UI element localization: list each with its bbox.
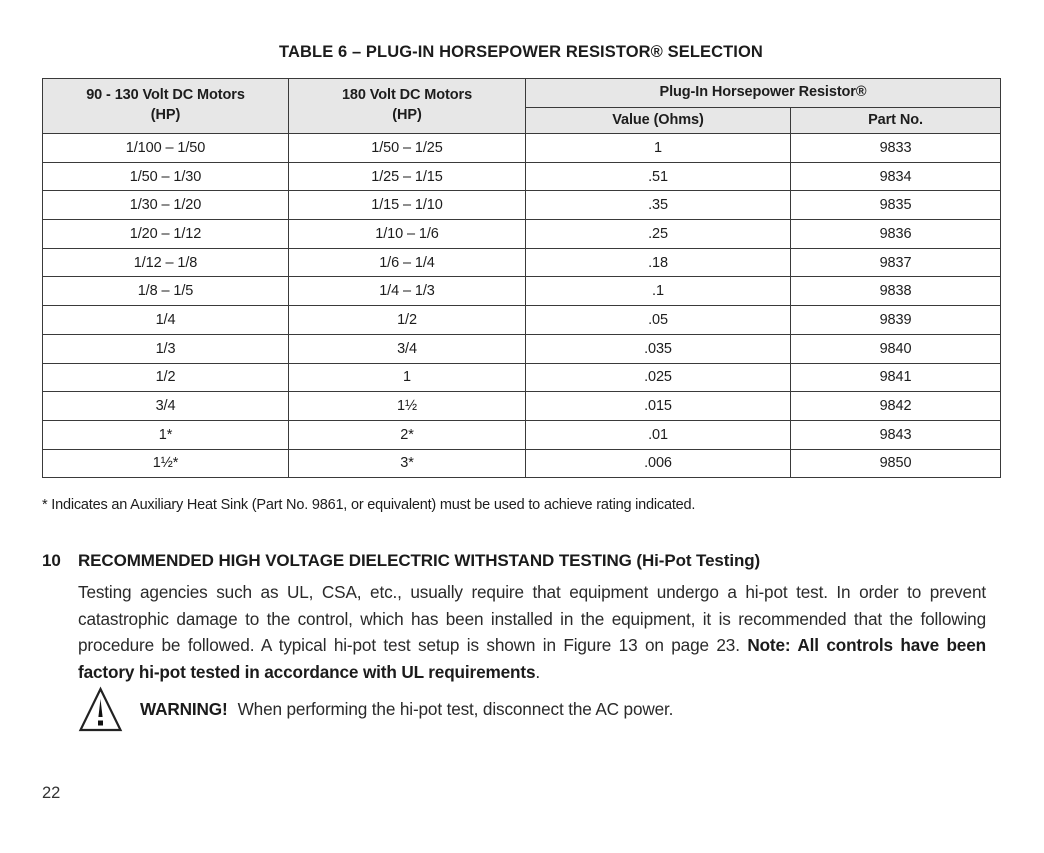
table-cell: 3/4 <box>289 334 526 363</box>
table-row <box>43 449 1001 478</box>
table-cell: 9839 <box>791 306 1001 335</box>
table-cell: 1/30 – 1/20 <box>43 191 289 220</box>
table-cell: 1/15 – 1/10 <box>289 191 526 220</box>
section-title: RECOMMENDED HIGH VOLTAGE DIELECTRIC WITHSTAND TESTING (Hi-Pot Testing) <box>78 551 761 570</box>
table-row <box>43 220 1001 249</box>
table-cell: 1/8 – 1/5 <box>43 277 289 306</box>
header-line: 180 Volt DC Motors <box>341 87 473 104</box>
header-line: (HP) <box>150 107 181 123</box>
table-cell: .015 <box>526 392 791 421</box>
table-cell: 1/2 <box>289 306 526 335</box>
table-cell: 9843 <box>791 420 1001 449</box>
table-cell: 9837 <box>791 248 1001 277</box>
header-line: 90 - 130 Volt DC Motors <box>86 87 245 104</box>
table-cell: 1/3 <box>43 334 289 363</box>
table-cell: 9834 <box>791 162 1001 191</box>
table-cell: 1/4 – 1/3 <box>289 277 526 306</box>
warning-triangle-icon <box>78 686 123 733</box>
table-row <box>43 277 1001 306</box>
header-value-ohms: Value (Ohms) <box>526 108 791 134</box>
table-row <box>43 363 1001 392</box>
table-cell: 1 <box>526 134 791 163</box>
table-footnote: * Indicates an Auxiliary Heat Sink (Part No. 9861, or equivalent) must be used to achieve rating indicated. <box>42 497 696 513</box>
table-row <box>43 306 1001 335</box>
table-cell: 1/12 – 1/8 <box>43 248 289 277</box>
table-cell: 1 <box>289 363 526 392</box>
table-cell: 2* <box>289 420 526 449</box>
section-number: 10 <box>42 551 61 570</box>
table-row <box>43 162 1001 191</box>
header-line: (HP) <box>392 107 422 123</box>
table-row <box>43 334 1001 363</box>
warning-label: WARNING! <box>140 699 228 719</box>
body-period: . <box>535 661 540 682</box>
table-cell: .025 <box>526 363 791 392</box>
page-number: 22 <box>42 784 61 802</box>
table-body <box>43 134 1001 478</box>
table-cell: 1½ <box>289 392 526 421</box>
body-text: Testing agencies such as UL, CSA, etc., usually require that equipment undergo a hi-pot test. In order to prevent catastrophic damage to the control, which has been installed in the equipment, it is recommended that the following procedure be followed. A typical hi-pot test setup is shown in Figure 13 on page 23. <box>78 582 986 656</box>
table-cell: 1½* <box>43 449 289 478</box>
table-cell: 9838 <box>791 277 1001 306</box>
header-part-no: Part No. <box>791 108 1001 134</box>
section-heading <box>42 551 1000 571</box>
table-cell: .18 <box>526 248 791 277</box>
table-row <box>43 248 1001 277</box>
table-cell: .05 <box>526 306 791 335</box>
table-cell: .35 <box>526 191 791 220</box>
warning-row <box>78 686 673 733</box>
table-cell: 9842 <box>791 392 1001 421</box>
table-cell: .1 <box>526 277 791 306</box>
table-cell: .006 <box>526 449 791 478</box>
table-cell: 1/6 – 1/4 <box>289 248 526 277</box>
table-row <box>43 392 1001 421</box>
table-cell: 9833 <box>791 134 1001 163</box>
table-row <box>43 191 1001 220</box>
table-cell: .51 <box>526 162 791 191</box>
table-cell: 1/2 <box>43 363 289 392</box>
table-cell: 9850 <box>791 449 1001 478</box>
header-180-volt <box>289 79 526 134</box>
warning-text <box>140 699 673 720</box>
table-cell: .035 <box>526 334 791 363</box>
table-cell: 1/20 – 1/12 <box>43 220 289 249</box>
table-cell: 9841 <box>791 363 1001 392</box>
table-cell: .25 <box>526 220 791 249</box>
table-cell: .01 <box>526 420 791 449</box>
table-cell: 3/4 <box>43 392 289 421</box>
table-cell: 1/100 – 1/50 <box>43 134 289 163</box>
table-cell: 9840 <box>791 334 1001 363</box>
table-cell: 1/4 <box>43 306 289 335</box>
table-cell: 9835 <box>791 191 1001 220</box>
table-row <box>43 420 1001 449</box>
table-cell: 1* <box>43 420 289 449</box>
header-90-130-volt <box>43 79 289 134</box>
table-title: TABLE 6 – PLUG-IN HORSEPOWER RESISTOR® SELECTION <box>279 43 763 61</box>
table-cell: 1/50 – 1/30 <box>43 162 289 191</box>
table-cell: 1/10 – 1/6 <box>289 220 526 249</box>
table-row <box>43 134 1001 163</box>
section-body-paragraph <box>78 579 986 685</box>
warning-message: When performing the hi-pot test, disconnect the AC power. <box>237 699 674 719</box>
header-plug-in-resistor-group: Plug-In Horsepower Resistor® <box>526 79 1001 108</box>
table-cell: 9836 <box>791 220 1001 249</box>
table-cell: 1/50 – 1/25 <box>289 134 526 163</box>
body-note-bold: Note: All controls have been factory hi-pot tested in accordance with UL requirements <box>78 635 986 682</box>
table-cell: 1/25 – 1/15 <box>289 162 526 191</box>
table-cell: 3* <box>289 449 526 478</box>
resistor-selection-table <box>42 78 1001 478</box>
